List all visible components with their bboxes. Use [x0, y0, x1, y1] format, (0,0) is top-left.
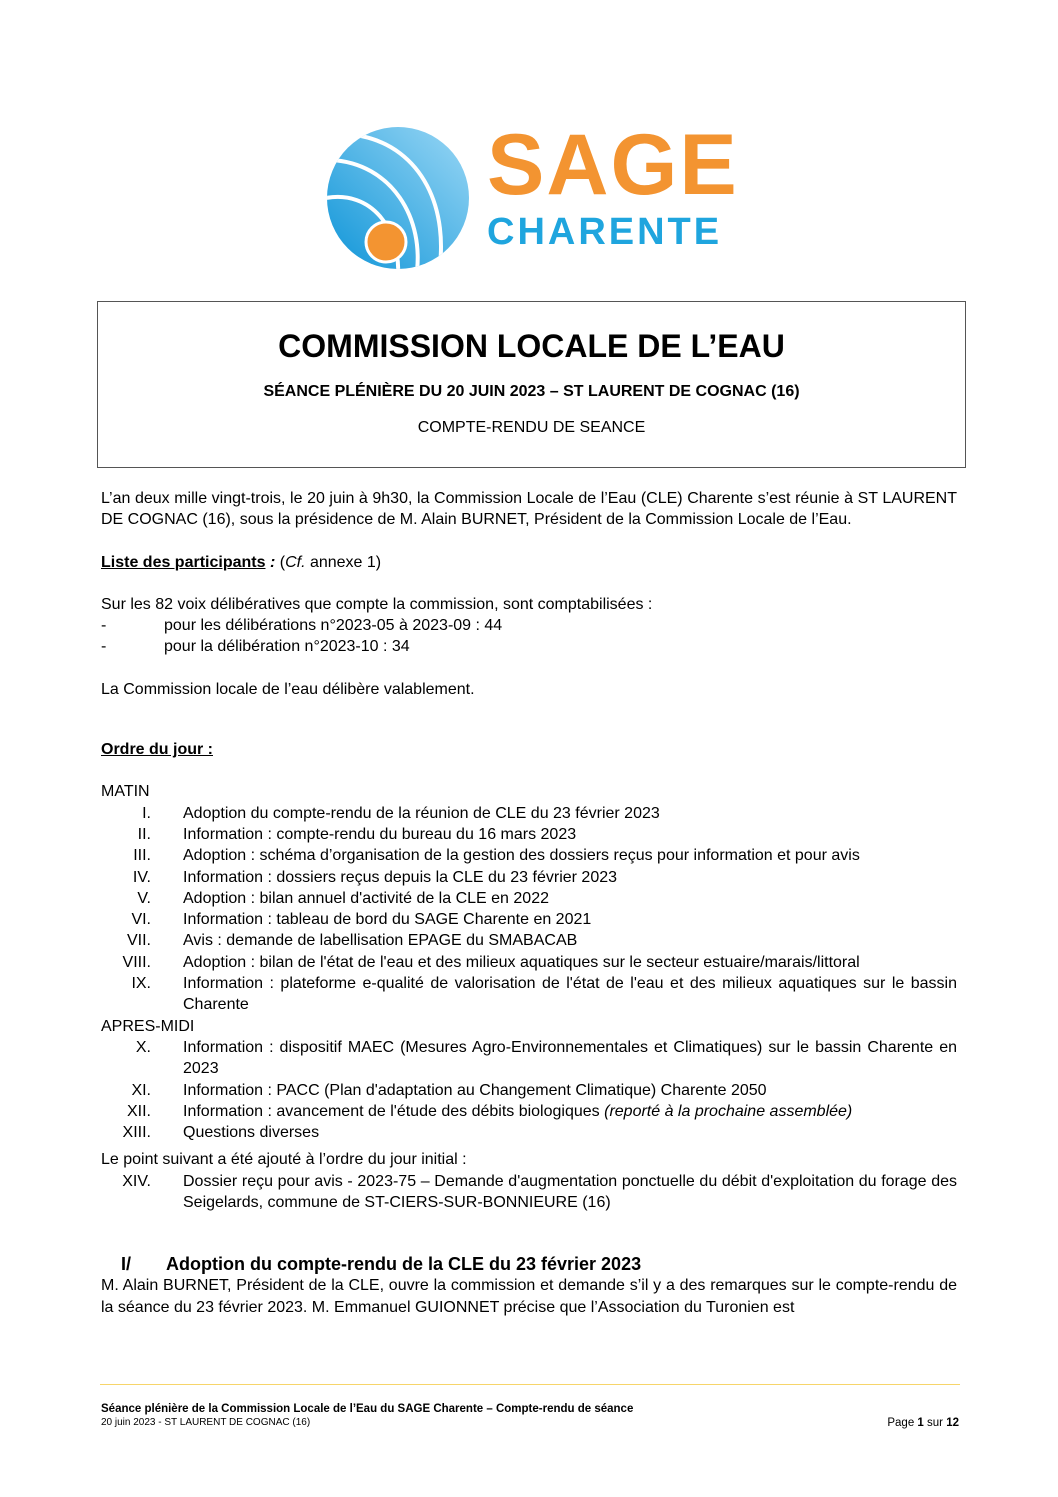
title-box — [97, 301, 966, 468]
intro-paragraph: L’an deux mille vingt-trois, le 20 juin à 9h30, la Commission Locale de l’Eau (CLE) Charente s’est réunie à ST LAURENT DE COGNAC (16), sous la présidence de M. Alain BURNET, Président de la Commission Locale de l’Eau. — [101, 490, 957, 529]
agenda-heading: Ordre du jour : — [101, 741, 213, 759]
postponed-note: (reporté à la prochaine assemblée) — [604, 1102, 853, 1120]
agenda-item: II. Information : compte-rendu du bureau du 16 mars 2023 — [137, 825, 577, 843]
water-drop-globe-icon — [326, 118, 476, 278]
logo-text-charente: CHARENTE — [487, 211, 723, 253]
participants-line: Liste des participants : (Cf. annexe 1) — [101, 553, 382, 571]
agenda-item: XI. Information : PACC (Plan d'adaptation au Changement Climatique) Charente 2050 — [131, 1081, 767, 1099]
document-body — [101, 488, 957, 1318]
participants-label: Liste des participants — [101, 553, 266, 571]
agenda-item: VII. Avis : demande de labellisation EPAGE du SMABACAB — [126, 932, 578, 950]
agenda-item: XII. Information : avancement de l'étude des débits biologiques (reporté à la prochaine assemblée) — [126, 1102, 853, 1120]
added-item-intro: Le point suivant a été ajouté à l’ordre du jour initial : — [101, 1151, 467, 1169]
morning-label: MATIN — [101, 783, 150, 801]
document-type: COMPTE-RENDU DE SEANCE — [417, 419, 646, 436]
footer-divider — [100, 1384, 960, 1385]
agenda-item: VIII. Adoption : bilan de l'état de l'eau et des milieux aquatiques sur le secteur estuaire/marais/littoral — [122, 953, 860, 971]
agenda-item: XIII. Questions diverses — [122, 1124, 320, 1142]
votes-conclusion: La Commission locale de l’eau délibère valablement. — [101, 680, 475, 698]
logo-text-sage: SAGE — [487, 117, 739, 213]
footer-date-location: 20 juin 2023 - ST LAURENT DE COGNAC (16) — [101, 1417, 311, 1428]
agenda-item: IX. Information : plateforme e-qualité de valorisation de l'état de l'eau et des milieux aquatiques sur le bassin Charente — [131, 975, 957, 1014]
agenda-item: V. Adoption : bilan annuel d'activité de la CLE en 2022 — [137, 889, 549, 907]
agenda-item-added: XIV. Dossier reçu pour avis - 2023-75 – Demande d'augmentation ponctuelle du débit d'exploitation du forage des Seigelards, commune de ST-CIERS-SUR-BONNIEURE (16) — [122, 1172, 957, 1212]
agenda-item: IV. Information : dossiers reçus depuis la CLE du 23 février 2023 — [132, 868, 618, 886]
sage-charente-logo — [326, 117, 739, 278]
vote-item: - pour la délibération n°2023-10 : 34 — [101, 638, 410, 656]
agenda-item: X. Information : dispositif MAEC (Mesures Agro-Environnementales et Climatiques) sur le bassin Charente en 2023 — [135, 1038, 957, 1078]
document-title: COMMISSION LOCALE DE L’EAU — [278, 328, 785, 364]
section-body: M. Alain BURNET, Président de la CLE, ouvre la commission et demande s’il y a des remarques sur le compte-rendu de la séance du 23 février 2023. M. Emmanuel GUIONNET précise que l’Association du Turonien est — [101, 1277, 957, 1316]
session-subtitle: SÉANCE PLÉNIÈRE DU 20 JUIN 2023 – ST LAURENT DE COGNAC (16) — [263, 383, 800, 400]
page-footer — [101, 1402, 959, 1430]
votes-intro: Sur les 82 voix délibératives que compte la commission, sont comptabilisées : — [101, 595, 653, 613]
footer-title: Séance plénière de la Commission Locale de l’Eau du SAGE Charente – Compte-rendu de séance — [101, 1403, 634, 1415]
afternoon-label: APRES-MIDI — [101, 1017, 195, 1035]
section-heading: I/ Adoption du compte-rendu de la CLE du 23 février 2023 — [121, 1254, 642, 1275]
agenda-item: VI. Information : tableau de bord du SAGE Charente en 2021 — [131, 911, 592, 929]
page-number: Page 1 sur 12 — [887, 1417, 959, 1429]
agenda-item: III. Adoption : schéma d’organisation de la gestion des dossiers reçus pour information et pour avis — [133, 847, 860, 865]
vote-item: - pour les délibérations n°2023-05 à 2023-09 : 44 — [101, 617, 503, 635]
agenda-item: I. Adoption du compte-rendu de la réunion de CLE du 23 février 2023 — [142, 804, 660, 822]
